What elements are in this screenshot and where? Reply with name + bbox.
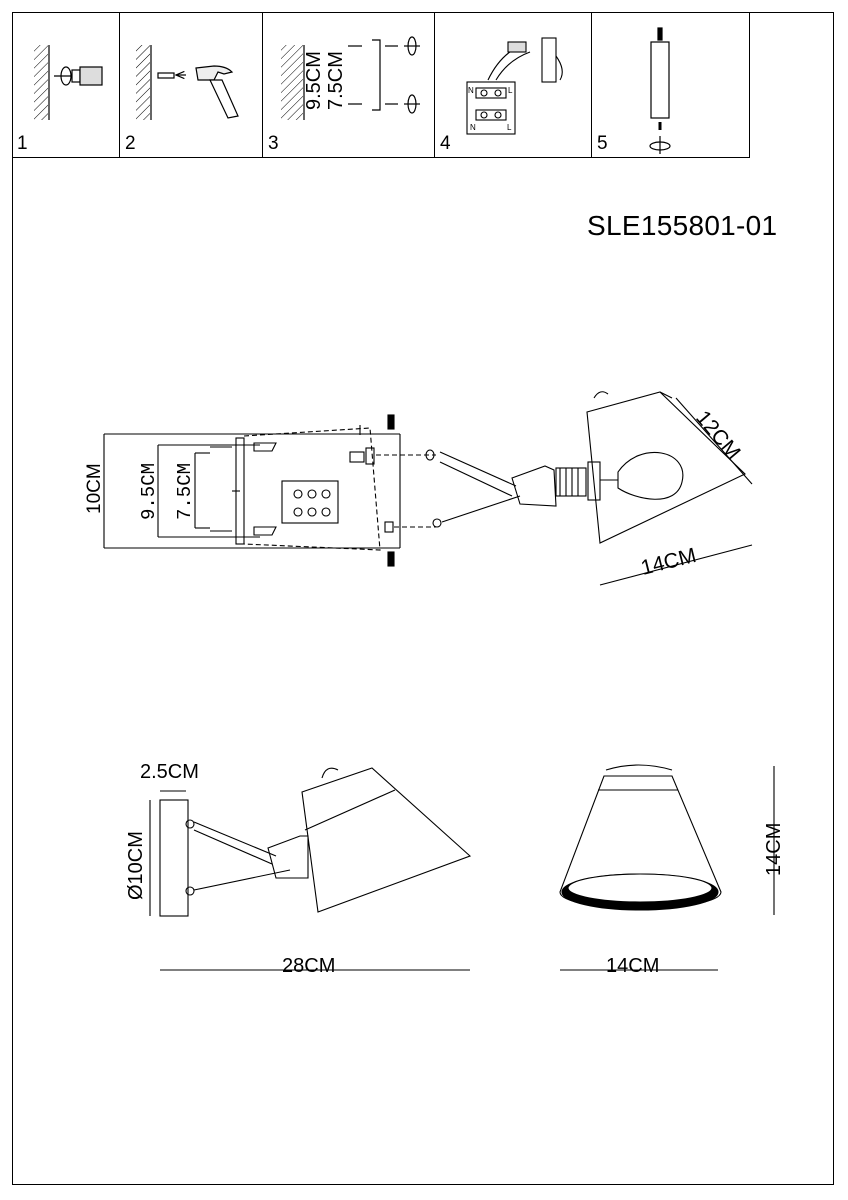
step-4-terminal-n-top: N bbox=[468, 86, 474, 95]
inner-spacing-label: 7.5CM bbox=[174, 462, 196, 520]
step-4-terminal-l-bottom: L bbox=[507, 123, 512, 132]
step-3-inner-label: 7.5CM bbox=[325, 51, 347, 110]
step-5-assembly-icon bbox=[650, 28, 670, 154]
step-1-drill-icon bbox=[34, 45, 102, 120]
step-4-terminal-l-top: L bbox=[508, 86, 513, 95]
base-depth-label: 2.5CM bbox=[140, 761, 199, 783]
front-view-drawing bbox=[560, 765, 774, 970]
front-height-label: 14CM bbox=[763, 822, 785, 876]
side-view-drawing bbox=[150, 768, 470, 970]
step-number: 3 bbox=[268, 133, 279, 154]
step-3-mounting-icon bbox=[281, 37, 420, 120]
step-number: 4 bbox=[440, 133, 451, 154]
step-4-terminal-n-bottom: N bbox=[470, 123, 476, 132]
shade-slant-label: 12CM bbox=[691, 406, 745, 465]
step-number: 2 bbox=[125, 133, 136, 154]
model-number: SLE155801-01 bbox=[587, 210, 778, 241]
step-number: 1 bbox=[17, 133, 28, 154]
step-4-wiring-icon bbox=[467, 38, 562, 134]
plate-height-label: 10CM bbox=[84, 463, 105, 514]
shade-length-label: 14CM bbox=[638, 543, 699, 580]
front-width-label: 14CM bbox=[606, 955, 660, 977]
outer-spacing-label: 9.5CM bbox=[138, 462, 160, 520]
step-3-outer-label: 9.5CM bbox=[303, 51, 325, 110]
base-diameter-label: Ø10CM bbox=[125, 831, 147, 900]
step-2-hammer-icon bbox=[136, 45, 238, 120]
total-length-label: 28CM bbox=[282, 955, 336, 977]
step-number: 5 bbox=[597, 133, 608, 154]
